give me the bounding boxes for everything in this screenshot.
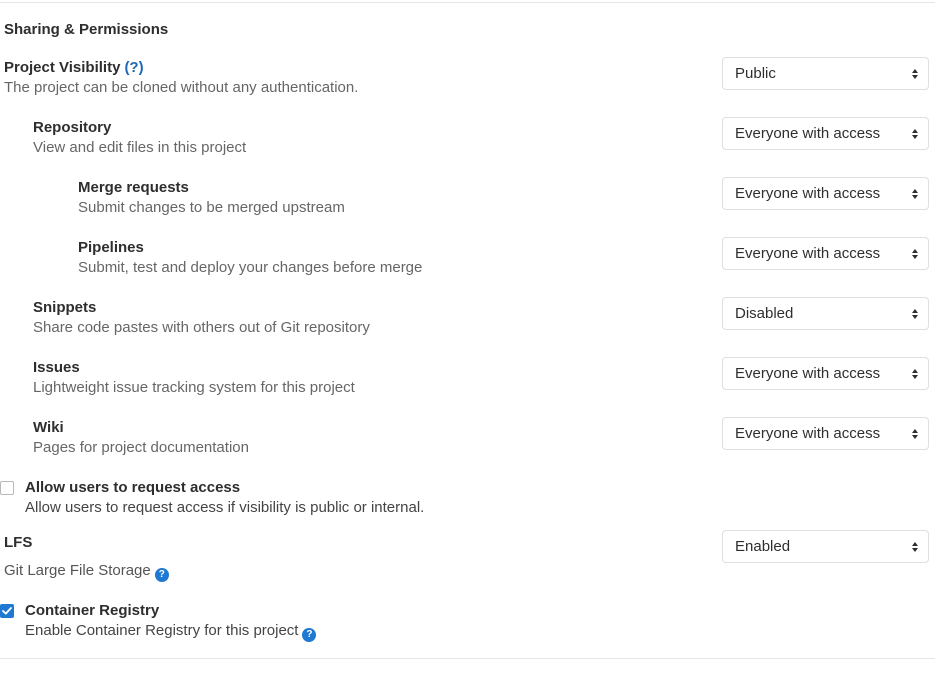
project-visibility-label: Project Visibility (?)	[4, 59, 144, 76]
select-arrows-icon	[912, 542, 918, 552]
wiki-select[interactable]	[722, 417, 929, 450]
issues-label: Issues	[33, 359, 80, 376]
container-registry-label[interactable]: Container Registry	[25, 602, 160, 619]
repository-select[interactable]	[722, 117, 929, 150]
issues-select[interactable]	[722, 357, 929, 390]
setting-row-lfs	[4, 531, 929, 563]
select-arrows-icon	[912, 189, 918, 199]
bottom-divider	[0, 658, 935, 659]
lfs-label: LFS	[4, 534, 33, 551]
setting-row-pipelines	[4, 238, 929, 278]
repository-label: Repository	[33, 119, 112, 136]
setting-row-issues	[4, 358, 929, 398]
snippets-description: Share code pastes with others out of Git repository	[33, 319, 370, 336]
request-access-checkbox[interactable]	[0, 481, 14, 495]
repository-description: View and edit files in this project	[33, 139, 247, 156]
snippets-label: Snippets	[33, 299, 97, 316]
lfs-sublabel: Git Large File Storage ?	[4, 561, 929, 582]
project-visibility-description: The project can be cloned without any authentication.	[4, 79, 359, 96]
select-value: Everyone with access	[735, 125, 881, 142]
select-arrows-icon	[912, 69, 918, 79]
pipelines-description: Submit, test and deploy your changes before merge	[78, 259, 423, 276]
pipelines-select[interactable]	[722, 237, 929, 270]
wiki-label: Wiki	[33, 419, 64, 436]
setting-row-snippets	[4, 298, 929, 338]
setting-row-wiki	[4, 418, 929, 458]
top-divider	[0, 2, 935, 3]
select-arrows-icon	[912, 129, 918, 139]
select-value: Everyone with access	[735, 425, 881, 442]
select-value: Everyone with access	[735, 245, 881, 262]
select-value: Disabled	[735, 305, 794, 322]
setting-row-repository	[4, 118, 929, 158]
merge-requests-description: Submit changes to be merged upstream	[78, 199, 345, 216]
wiki-description: Pages for project documentation	[33, 439, 249, 456]
container-registry-row	[4, 601, 929, 642]
container-registry-help-icon[interactable]: ?	[302, 628, 316, 642]
request-access-row	[4, 478, 929, 518]
select-value: Everyone with access	[735, 365, 881, 382]
select-value: Everyone with access	[735, 185, 881, 202]
select-arrows-icon	[912, 369, 918, 379]
select-arrows-icon	[912, 429, 918, 439]
section-heading: Sharing & Permissions	[4, 21, 169, 38]
select-arrows-icon	[912, 249, 918, 259]
select-arrows-icon	[912, 309, 918, 319]
container-registry-checkbox[interactable]	[0, 604, 14, 618]
checkmark-icon	[2, 607, 12, 615]
lfs-help-icon[interactable]: ?	[155, 568, 169, 582]
setting-row-project-visibility	[4, 58, 929, 98]
select-value: Public	[735, 65, 776, 82]
project-visibility-select[interactable]	[722, 57, 929, 90]
request-access-description: Allow users to request access if visibility is public or internal.	[25, 499, 425, 516]
lfs-select[interactable]	[722, 530, 929, 563]
issues-description: Lightweight issue tracking system for this project	[33, 379, 355, 396]
merge-requests-select[interactable]	[722, 177, 929, 210]
setting-row-merge-requests	[4, 178, 929, 218]
project-visibility-help-link[interactable]: (?)	[124, 59, 144, 76]
request-access-label[interactable]: Allow users to request access	[25, 479, 241, 496]
sharing-permissions-section	[0, 22, 935, 642]
select-value: Enabled	[735, 538, 791, 555]
container-registry-description: Enable Container Registry for this project ?	[25, 621, 316, 642]
merge-requests-label: Merge requests	[78, 179, 189, 196]
pipelines-label: Pipelines	[78, 239, 144, 256]
snippets-select[interactable]	[722, 297, 929, 330]
